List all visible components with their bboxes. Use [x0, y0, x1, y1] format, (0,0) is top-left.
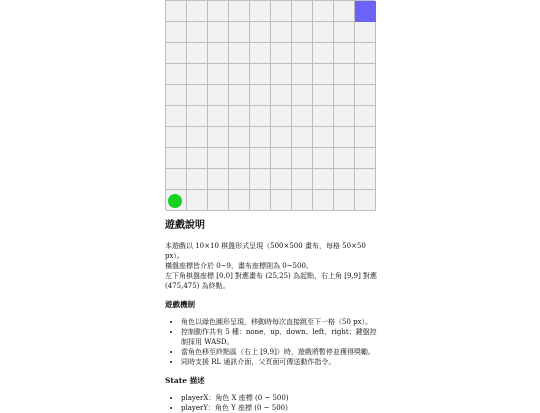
- board-cell: [166, 148, 187, 169]
- board-cell: [250, 169, 271, 190]
- intro-line-2: 橫盤座標皆介於 0~9，畫布座標則為 0~500。: [165, 262, 313, 270]
- board-cell: [313, 127, 334, 148]
- board-cell: [208, 1, 229, 22]
- player-character: [168, 194, 182, 208]
- board-cell: [355, 190, 376, 211]
- board-cell: [208, 43, 229, 64]
- board-cell: [166, 169, 187, 190]
- state-title: State 描述: [165, 376, 205, 385]
- board-cell: [292, 106, 313, 127]
- game-board[interactable]: [165, 0, 375, 210]
- intro-line-1: 本遊戲以 10×10 棋盤形式呈現（500×500 畫布，每格 50×50 px）。: [165, 242, 366, 260]
- board-cell: [250, 1, 271, 22]
- state-list: [165, 393, 380, 413]
- mechanics-item: • 控制動作共有 5 種：none、up、down、left、right；鍵盤控制採用 WASD。: [181, 327, 380, 347]
- board-cell: [313, 106, 334, 127]
- board-cell: [271, 85, 292, 106]
- board-cell: [313, 1, 334, 22]
- board-cell: [313, 64, 334, 85]
- board-cell: [334, 106, 355, 127]
- board-cell: [334, 64, 355, 85]
- goal-cell: [355, 1, 376, 22]
- board-cell: [271, 22, 292, 43]
- board-cell: [292, 127, 313, 148]
- board-cell: [292, 43, 313, 64]
- board-cell: [355, 127, 376, 148]
- board-cell: [229, 127, 250, 148]
- board-cell: [187, 190, 208, 211]
- board-cell: [229, 85, 250, 106]
- board-cell: [313, 190, 334, 211]
- state-item-player-x: • playerX：角色 X 座標 (0 ~ 500): [181, 393, 380, 403]
- mechanics-title: 遊戲機制: [165, 300, 195, 309]
- board-cell: [187, 64, 208, 85]
- board-cell: [166, 43, 187, 64]
- board-cell: [229, 43, 250, 64]
- board-cell: [229, 190, 250, 211]
- board-cell: [334, 190, 355, 211]
- board-cell: [250, 190, 271, 211]
- board-cell: [250, 43, 271, 64]
- board-cell: [166, 85, 187, 106]
- state-item-player-y: • playerY：角色 Y 座標 (0 ~ 500): [181, 403, 380, 413]
- board-cell: [271, 1, 292, 22]
- board-cell: [229, 169, 250, 190]
- board-cell: [229, 106, 250, 127]
- board-cell: [334, 127, 355, 148]
- board-cell: [208, 190, 229, 211]
- board-cell: [250, 106, 271, 127]
- board-cell: [166, 22, 187, 43]
- board-cell: [313, 148, 334, 169]
- board-cell: [187, 148, 208, 169]
- board-cell: [271, 169, 292, 190]
- board-cell: [166, 1, 187, 22]
- board-cell: [271, 127, 292, 148]
- board-cell: [187, 127, 208, 148]
- instructions-title: 遊戲說明: [165, 220, 205, 231]
- board-cell: [292, 190, 313, 211]
- intro-line-3: 左下角棋盤座標 [0,0] 對應畫布 (25,25) 為起點，右上角 [9,9] 對應 (475,475) 為終點。: [165, 272, 378, 290]
- board-cell: [187, 22, 208, 43]
- board-cell: [334, 1, 355, 22]
- board-cell: [334, 169, 355, 190]
- board-cell: [187, 85, 208, 106]
- board-cell: [292, 169, 313, 190]
- board-cell: [250, 85, 271, 106]
- board-cell: [271, 43, 292, 64]
- board-cell: [271, 148, 292, 169]
- mechanics-list: [165, 317, 380, 367]
- board-cell: [355, 64, 376, 85]
- mechanics-item: • 同時支援 RL 通訊介面，父頁面可傳送動作指令。: [181, 357, 380, 367]
- board-cell: [187, 169, 208, 190]
- board-cell: [271, 64, 292, 85]
- board-cell: [313, 85, 334, 106]
- board-cell: [313, 22, 334, 43]
- board-cell: [187, 1, 208, 22]
- board-cell: [250, 127, 271, 148]
- board-cell: [334, 43, 355, 64]
- board-cell: [292, 85, 313, 106]
- board-cell: [355, 43, 376, 64]
- board-cell: [229, 22, 250, 43]
- board-cell: [208, 127, 229, 148]
- board-cell: [229, 64, 250, 85]
- board-cell: [334, 148, 355, 169]
- board-cell: [187, 106, 208, 127]
- mechanics-item: • 角色以綠色圓形呈現，移動時每次直接跳至下一格（50 px）。: [181, 317, 380, 327]
- board-cell: [271, 190, 292, 211]
- board-cell: [208, 148, 229, 169]
- mechanics-item: • 當角色移至終點區（右上 [9,9]）時，遊戲將暫停並獲得獎勵。: [181, 347, 380, 357]
- board-cell: [208, 64, 229, 85]
- board-cell: [334, 22, 355, 43]
- board-cell: [313, 169, 334, 190]
- board-cell: [187, 43, 208, 64]
- board-cell: [208, 85, 229, 106]
- board-cell: [292, 148, 313, 169]
- board-cell: [166, 127, 187, 148]
- board-cell: [334, 85, 355, 106]
- game-page: [165, 0, 380, 413]
- board-cell: [292, 1, 313, 22]
- board-cell: [250, 64, 271, 85]
- board-cell: [250, 22, 271, 43]
- board-cell: [355, 106, 376, 127]
- board-cell: [271, 106, 292, 127]
- board-cell: [313, 43, 334, 64]
- board-cell: [208, 169, 229, 190]
- board-cell: [229, 148, 250, 169]
- board-cell: [229, 1, 250, 22]
- board-cell: [250, 148, 271, 169]
- board-cell: [355, 85, 376, 106]
- instructions-panel: [165, 219, 380, 413]
- board-cell: [166, 106, 187, 127]
- board-cell: [208, 106, 229, 127]
- board-cell: [355, 148, 376, 169]
- board-cell: [355, 22, 376, 43]
- board-cell: [166, 64, 187, 85]
- board-cell: [208, 22, 229, 43]
- board-cell: [292, 22, 313, 43]
- board-cell: [355, 169, 376, 190]
- board-cell: [292, 64, 313, 85]
